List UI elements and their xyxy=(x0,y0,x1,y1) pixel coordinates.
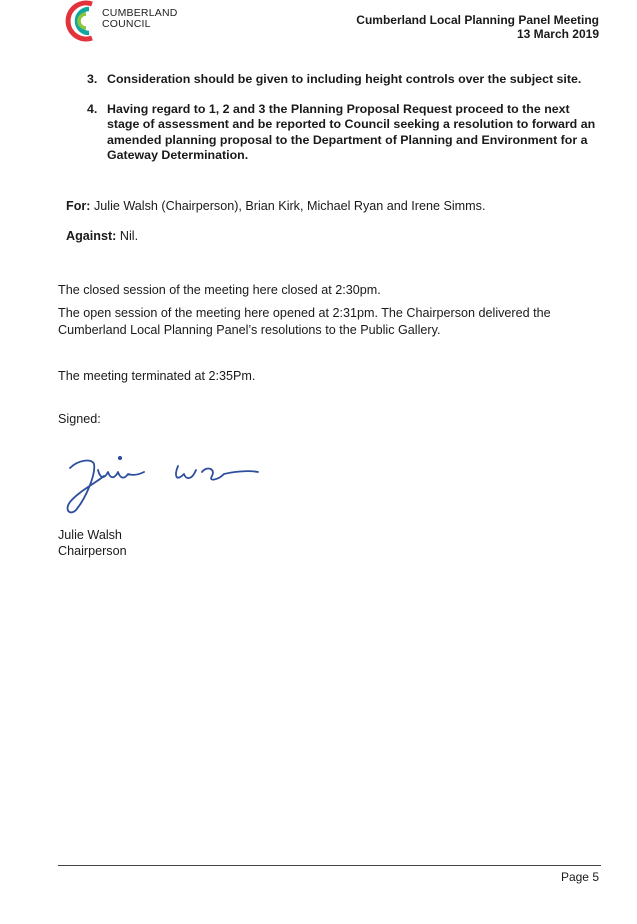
meeting-header xyxy=(356,13,599,41)
vote-for xyxy=(66,199,485,213)
council-logo-text xyxy=(102,8,178,30)
meeting-date: 13 March 2019 xyxy=(516,27,599,41)
resolution-item-3 xyxy=(87,72,602,88)
logo-line-2: COUNCIL xyxy=(102,18,151,30)
item-text: Having regard to 1, 2 and 3 the Planning Proposal Request proceed to the next stage of assessment and be reported to Council seeking a resolution to forward an amended planning proposal to the Department of Planning and Environment for a Gateway Determination. xyxy=(107,101,596,162)
meeting-title: Cumberland Local Planning Panel Meeting xyxy=(356,13,599,27)
signed-label: Signed: xyxy=(58,412,101,426)
vote-for-label: For: xyxy=(66,199,91,213)
item-number: 4. xyxy=(87,101,98,116)
council-logo xyxy=(58,0,178,46)
handwritten-signature xyxy=(64,446,274,518)
council-logo-icon xyxy=(58,0,100,44)
item-number: 3. xyxy=(87,72,98,86)
logo-line-1: CUMBERLAND xyxy=(102,7,178,19)
signatory-name: Julie Walsh xyxy=(58,528,122,542)
resolution-list xyxy=(87,72,602,178)
signatory-role: Chairperson xyxy=(58,544,127,558)
vote-for-value: Julie Walsh (Chairperson), Brian Kirk, Michael Ryan and Irene Simms. xyxy=(93,199,486,213)
vote-against xyxy=(66,229,138,243)
item-text: Consideration should be given to including height controls over the subject site. xyxy=(107,72,582,86)
vote-against-label: Against: xyxy=(66,229,117,243)
resolution-item-4 xyxy=(87,102,602,164)
vote-against-value: Nil. xyxy=(119,229,139,243)
open-session-text: The open session of the meeting here opened at 2:31pm. The Chairperson delivered the Cumberland Local Planning Panel’s resolutions to the Public Gallery. xyxy=(58,306,551,337)
meeting-terminated-text: The meeting terminated at 2:35Pm. xyxy=(58,369,256,383)
page-number: Page 5 xyxy=(560,870,599,884)
closed-session-text: The closed session of the meeting here closed at 2:30pm. xyxy=(58,283,381,297)
footer-divider xyxy=(58,865,601,866)
